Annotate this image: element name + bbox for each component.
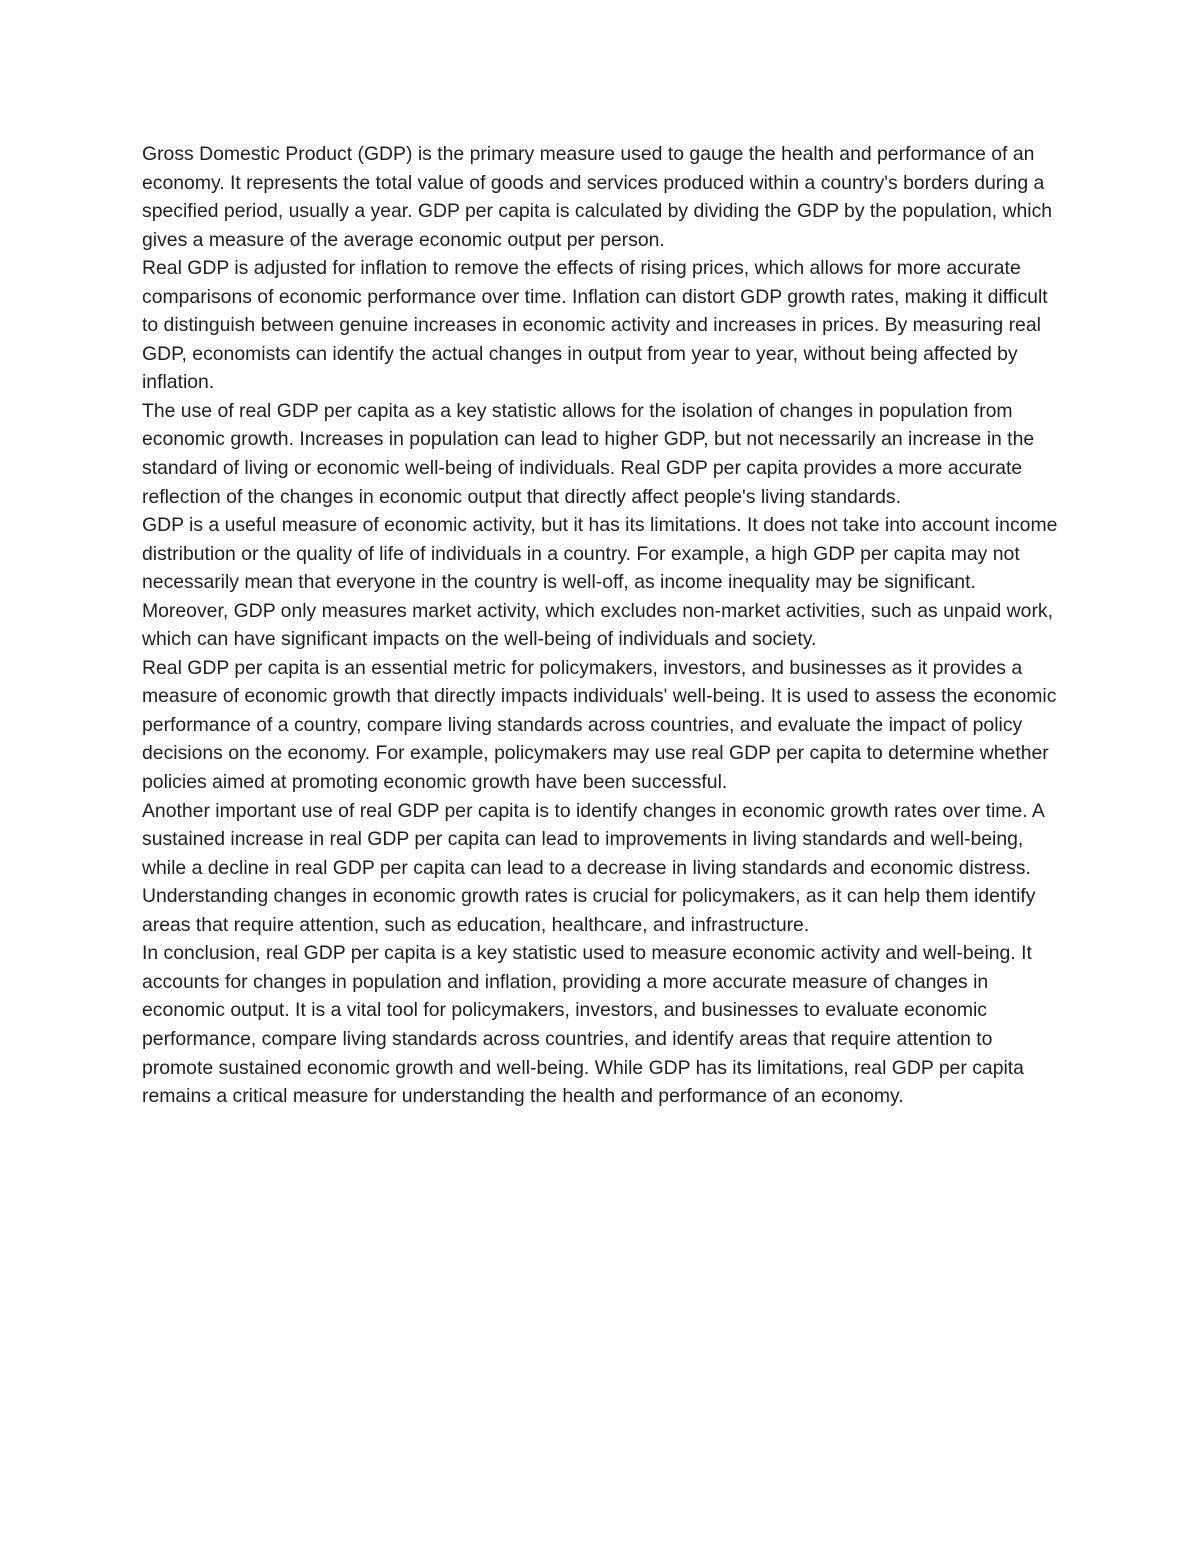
- paragraph-gdp-definition: Gross Domestic Product (GDP) is the primary measure used to gauge the health and performance of an economy. It represents the total value of goods and services produced within a country's borders during a specified period, usually a year. GDP per capita is calculated by dividing the GDP by the population, which gives a measure of the average economic output per person.: [142, 143, 1053, 251]
- paragraph-per-capita-isolation: The use of real GDP per capita as a key statistic allows for the isolation of changes in population from economic growth. Increases in population can lead to higher GDP, but not necessarily an increase in the standard of living or economic well-being of individuals. Real GDP per capita provides a more accurate reflection of the changes in economic output that directly affect people's living standards.: [142, 399, 1035, 508]
- paragraph-real-gdp: Real GDP is adjusted for inflation to remove the effects of rising prices, which allows for more accurate comparisons of economic performance over time. Inflation can distort GDP growth rates, making it difficult to distinguish between genuine increases in economic activity and increases in prices. By measuring real GDP, economists can identify the actual changes in output from year to year, without being affected by inflation.: [142, 257, 1048, 394]
- paragraph-conclusion: In conclusion, real GDP per capita is a key statistic used to measure economic activity and well-being. It accounts for changes in population and inflation, providing a more accurate measure of changes in economic output. It is a vital tool for policymakers, investors, and businesses to evaluate economic performance, compare living standards across countries, and identify areas that require attention to promote sustained economic growth and well-being. While GDP has its limitations, real GDP per capita remains a critical measure for understanding the health and performance of an economy.: [142, 942, 1032, 1108]
- paragraph-limitations: GDP is a useful measure of economic activity, but it has its limitations. It does not take into account income distribution or the quality of life of individuals in a country. For example, a high GDP per capita may not necessarily mean that everyone in the country is well-off, as income inequality may be significant. Moreover, GDP only measures market activity, which excludes non-market activities, such as unpaid work, which can have significant impacts on the well-being of individuals and society.: [142, 514, 1058, 651]
- paragraph-growth-rates: Another important use of real GDP per capita is to identify changes in economic growth rates over time. A sustained increase in real GDP per capita can lead to improvements in living standards and well-being, while a decline in real GDP per capita can lead to a decrease in living standards and economic distress. Understanding changes in economic growth rates is crucial for policymakers, as it can help them identify areas that require attention, such as education, healthcare, and infrastructure.: [142, 799, 1044, 936]
- document-body: [142, 140, 1062, 1111]
- paragraph-policy-metric: Real GDP per capita is an essential metric for policymakers, investors, and businesses as it provides a measure of economic growth that directly impacts individuals' well-being. It is used to assess the economic performance of a country, compare living standards across countries, and evaluate the impact of policy decisions on the economy. For example, policymakers may use real GDP per capita to determine whether policies aimed at promoting economic growth have been successful.: [142, 656, 1057, 794]
